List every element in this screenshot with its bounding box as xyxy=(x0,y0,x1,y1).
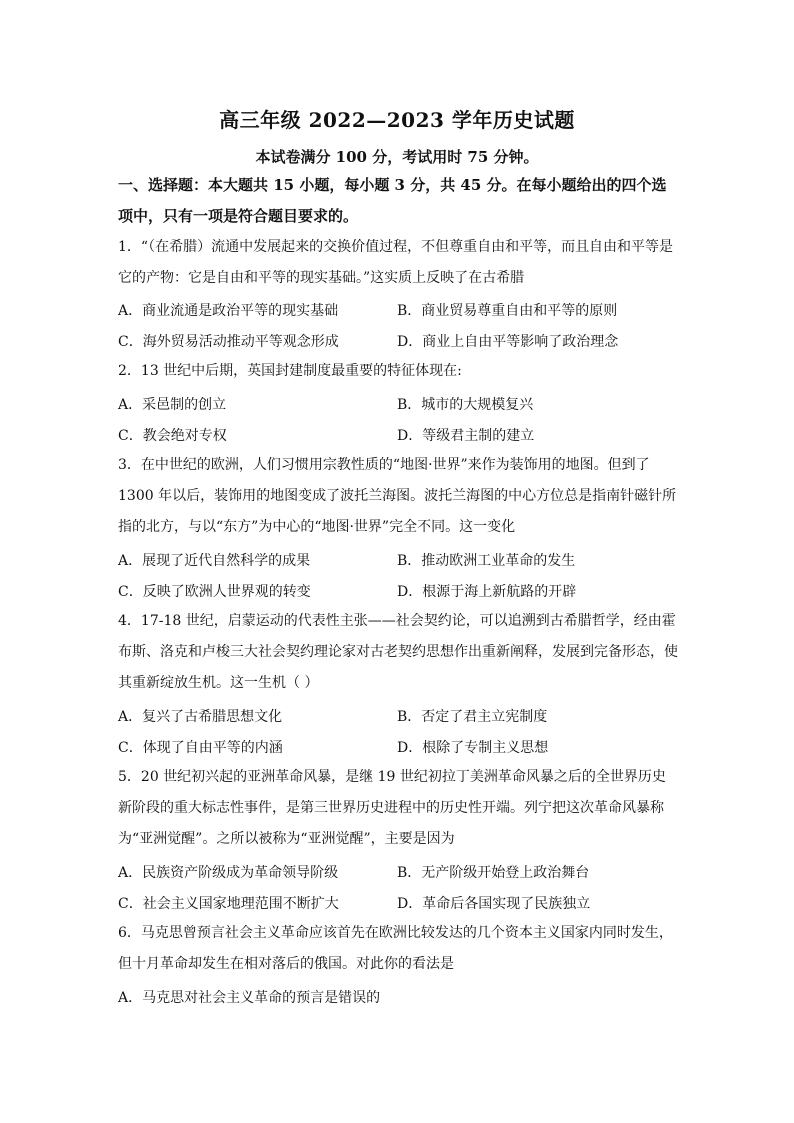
question-5-stem: 5．20 世纪初兴起的亚洲革命风暴，是继 19 世纪初拉丁美洲革命风暴之后的全世界历史新阶段的重大标志性事件，是第三世界历史进程中的历史性开端。列宁把这次革命风暴称为“亚洲觉醒”。之所以被称为“亚洲觉醒”，主要是因为 xyxy=(118,769,666,847)
question-3-option-a: A．展现了近代自然科学的成果 xyxy=(118,553,311,569)
question-1-option-c: C．海外贸易活动推动平等观念形成 xyxy=(118,334,339,350)
question-3-stem: 3．在中世纪的欧洲，人们习惯用宗教性质的“地图·世界”来作为装饰用的地图。但到了 1300 年以后，装饰用的地图变成了波托兰海图。波托兰海图的中心方位总是指南针磁针所指的北方，与以“东方”为中心的“地图·世界”完全不同。这一变化 xyxy=(118,457,677,535)
question-5-option-d: D．革命后各国实现了民族独立 xyxy=(397,896,591,912)
question-3-option-c: C．反映了欧洲人世界观的转变 xyxy=(118,584,311,600)
question-2-option-a: A．采邑制的创立 xyxy=(118,397,227,413)
question-4-stem: 4．17-18 世纪，启蒙运动的代表性主张——社会契约论，可以追溯到古希腊哲学，经由霍布斯、洛克和卢梭三大社会契约理论家对古老契约思想作出重新阐释，发展到完备形态，使其重新绽放生机。这一生机（ ） xyxy=(118,613,678,691)
question-5-option-c: C．社会主义国家地理范围不断扩大 xyxy=(118,896,339,912)
question-1-stem: 1．“（在希腊）流通中发展起来的交换价值过程，不但尊重自由和平等，而且自由和平等是它的产物：它是自由和平等的现实基础。”这实质上反映了在古希腊 xyxy=(118,239,674,286)
question-3-option-d: D．根源于海上新航路的开辟 xyxy=(397,584,577,600)
question-6-option-a: A．马克思对社会主义革命的预言是错误的 xyxy=(118,990,381,1006)
question-4-option-d: D．根除了专制主义思想 xyxy=(397,740,549,756)
question-2-stem: 2．13 世纪中后期，英国封建制度最重要的特征体现在: xyxy=(118,363,462,379)
page-subtitle: 本试卷满分 100 分，考试用时 75 分钟。 xyxy=(255,148,539,166)
question-5-option-a: A．民族资产阶级成为革命领导阶级 xyxy=(118,865,339,881)
question-6-stem: 6．马克思曾预言社会主义革命应该首先在欧洲比较发达的几个资本主义国家内同时发生，但十月革命却发生在相对落后的俄国。对此你的看法是 xyxy=(118,925,673,972)
page-title: 高三年级 2022—2023 学年历史试题 xyxy=(219,108,575,132)
section-heading: 一、选择题：本大题共 15 小题，每小题 3 分，共 45 分。在每小题给出的四个选项中，只有一项是符合题目要求的。 xyxy=(118,176,667,225)
question-4-option-c: C．体现了自由平等的内涵 xyxy=(118,740,283,756)
question-1-option-d: D．商业上自由平等影响了政治理念 xyxy=(397,334,619,350)
question-5-option-b: B．无产阶级开始登上政治舞台 xyxy=(397,865,590,881)
question-1-option-b: B．商业贸易尊重自由和平等的原则 xyxy=(397,303,618,319)
question-4-option-a: A．复兴了古希腊思想文化 xyxy=(118,709,283,725)
question-3-option-b: B．推动欧洲工业革命的发生 xyxy=(397,553,576,569)
question-1-option-a: A．商业流通是政治平等的现实基础 xyxy=(118,303,339,319)
question-2-option-d: D．等级君主制的建立 xyxy=(397,428,535,444)
question-4-option-b: B．否定了君主立宪制度 xyxy=(397,709,548,725)
question-2-option-c: C．教会绝对专权 xyxy=(118,428,227,444)
question-2-option-b: B．城市的大规模复兴 xyxy=(397,397,534,413)
